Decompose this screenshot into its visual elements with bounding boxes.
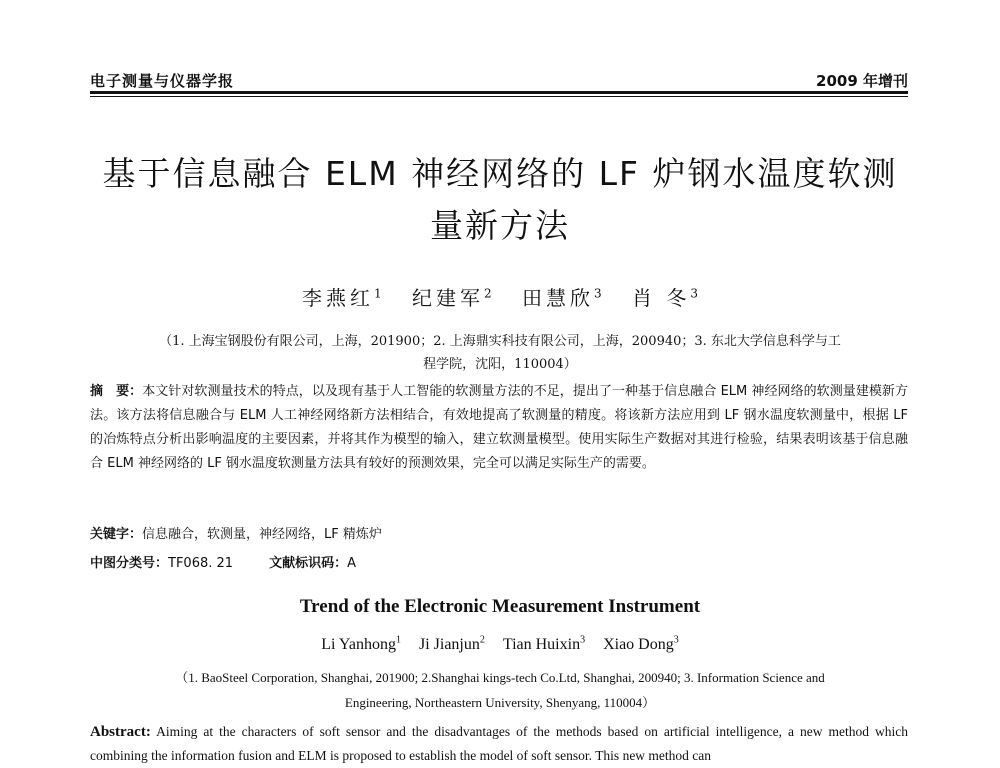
title-cn-line1: 基于信息融合 ELM 神经网络的 LF 炉钢水温度软测 — [102, 154, 898, 193]
keywords-cn-label: 关键字： — [90, 527, 143, 542]
affiliations-cn — [100, 330, 900, 376]
affiliations-en — [100, 665, 900, 715]
author-cn: 李燕红$^1$ — [302, 286, 382, 310]
doc-code-label: 文献标识码： — [269, 556, 348, 571]
doc-code-value: A — [347, 556, 356, 571]
abstract-cn-label: 摘 要： — [90, 384, 143, 399]
keywords-cn-text: 信息融合，软测量，神经网络，LF 精炼炉 — [142, 527, 382, 542]
paper-title-en: Trend of the Electronic Measurement Instrument — [299, 596, 701, 617]
affiliation-en-line1: （1. BaoSteel Corporation, Shanghai, 201900; 2.Shanghai kings-tech Co.Ltd, Shanghai, 200940; 3. Information Science and — [175, 670, 825, 685]
classification-line — [90, 552, 908, 576]
affiliation-en-line2: Engineering, Northeastern University, Shenyang, 110004） — [344, 695, 656, 710]
author-en: Xiao Dong$^3$ — [603, 635, 679, 654]
journal-name: 电子测量与仪器学报 — [90, 72, 235, 90]
title-cn-line2: 量新方法 — [430, 206, 570, 245]
author-en: Ji Jianjun$^2$ — [418, 635, 485, 654]
abstract-cn-text: 本文针对软测量技术的特点，以及现有基于人工智能的软测量方法的不足，提出了一种基于信息融合 ELM 神经网络的软测量建模新方法。该方法将信息融合与 ELM 人工神经网络新方法相结合，有效地提高了软测量的精度。将该新方法应用到 LF 钢水温度软测量中，根据 LF 的冶炼特点分析出影响温度的主要因素，并将其作为模型的输入，建立软测量模型。使用实际生产数据对其进行检验，结果表明该基于信息融合 ELM 神经网络的 LF 钢水温度软测量方法具有较好的预测效果，完全可以满足实际生产的需要。 — [90, 384, 908, 471]
authors-en — [0, 635, 1000, 654]
abstract-cn — [90, 380, 908, 476]
affiliation-cn-line2: 程学院，沈阳，110004） — [423, 357, 577, 372]
author-cn: 田慧欣$^3$ — [522, 286, 602, 310]
keywords-cn — [90, 523, 908, 547]
author-cn: 肖 冬$^3$ — [632, 286, 698, 310]
abstract-en — [90, 720, 908, 768]
abstract-en-text: Aiming at the characters of soft sensor and the disadvantages of the methods based on artificial intelligence, a new method which combining the information fusion and ELM is proposed to establish the model of soft sensor. This new method can — [90, 724, 908, 763]
paper-title-cn — [60, 148, 940, 252]
author-en: Li Yanhong$^1$ — [321, 635, 401, 654]
affiliation-cn-line1: （1. 上海宝钢股份有限公司，上海，201900；2. 上海鼎实科技有限公司，上海，200940；3. 东北大学信息科学与工 — [159, 334, 841, 349]
abstract-en-label: Abstract: — [90, 724, 151, 740]
authors-cn — [0, 282, 1000, 311]
header-rule-thick — [90, 91, 908, 94]
journal-header — [90, 64, 908, 92]
author-cn: 纪建军$^2$ — [412, 286, 492, 310]
issue-label: 2009 年增刊 — [816, 72, 908, 90]
header-rule-thin — [90, 96, 908, 97]
clc-value: TF068. 21 — [168, 556, 234, 571]
author-en: Tian Huixin$^3$ — [502, 635, 586, 654]
clc-label: 中图分类号： — [90, 556, 169, 571]
